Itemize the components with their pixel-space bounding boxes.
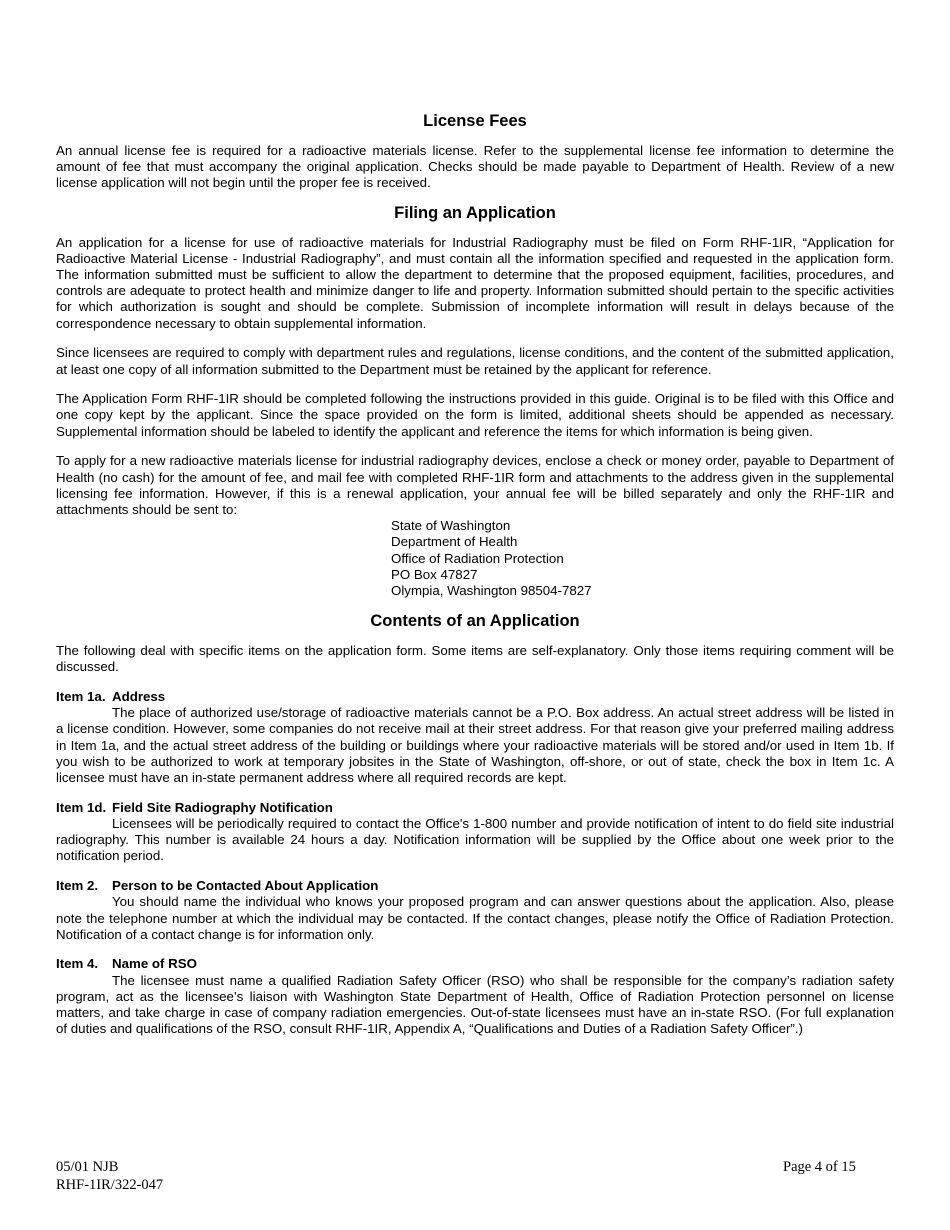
contents-application-heading: Contents of an Application <box>370 612 580 631</box>
item-body-1d: Licensees will be periodically required to contact the Office's 1-800 number and provide notification of intent to do field site industrial radiography. This number is available 24 hours a day. Notification information will be supplied by the Office about one week prior to the notification period. <box>56 816 894 864</box>
item-number: Item 2. <box>56 878 99 894</box>
item-heading-1d <box>56 800 894 816</box>
item-body-1a: The place of authorized use/storage of radioactive materials cannot be a P.O. Box address. An actual street address will be listed in a license condition. However, some companies do not receive mail at their street address. For that reason give your preferred mailing address in Item 1a, and the actual street address of the building or buildings where your radioactive materials will be stored and/or used in Item 1b. If you wish to be authorized to work at temporary jobsites in the State of Washington, off-shore, or out of state, check the box in Item 1c. A licensee must have an in-state permanent address where all required records are kept. <box>56 705 894 786</box>
item-title: Field Site Radiography Notification <box>112 799 333 815</box>
item-title: Name of RSO <box>112 956 197 972</box>
address-line: PO Box 47827 <box>391 566 478 582</box>
item-title: Person to be Contacted About Application <box>112 878 379 894</box>
license-fees-heading: License Fees <box>423 112 527 130</box>
address-line: Office of Radiation Protection <box>391 550 564 566</box>
item-heading-1a <box>56 689 894 705</box>
license-fees-paragraph: An annual license fee is required for a radioactive materials license. Refer to the supplemental license fee information to determine the amount of fee that must accompany the original application. Checks should be made payable to Department of Health. Review of a new license application will not begin until the proper fee is received. <box>56 143 894 191</box>
mailing-address-block <box>391 518 894 599</box>
address-line: Olympia, Washington 98504-7827 <box>391 582 592 598</box>
address-line: Department of Health <box>391 534 518 550</box>
item-heading-2 <box>56 878 894 894</box>
item-heading-4 <box>56 956 894 972</box>
address-line: State of Washington <box>391 518 511 534</box>
filing-paragraph-4: To apply for a new radioactive materials license for industrial radiography devices, enclose a check or money order, payable to Department of Health (no cash) for the amount of fee, and mail fee with completed RHF-1IR form and attachments to the address given in the supplemental licensing fee information. However, if this is a renewal application, your annual fee will be billed separately and only the RHF-1IR and attachments should be sent to: <box>56 453 894 517</box>
item-title: Address <box>112 689 166 705</box>
item-body-4: The licensee must name a qualified Radiation Safety Officer (RSO) who shall be responsible for the company’s radiation safety program, act as the licensee’s liaison with Washington State Department of Health, Office of Radiation Protection personnel on license matters, and take charge in case of company radiation emergencies. Out-of-state licensees must have an in-state RSO. (For full explanation of duties and qualifications of the RSO, consult RHF-1IR, Appendix A, “Qualifications and Duties of a Radiation Safety Officer”.) <box>56 972 894 1037</box>
footer-form-code: RHF-1IR/322-047 <box>56 1177 164 1193</box>
footer-left <box>56 1158 163 1194</box>
item-number: Item 1d. <box>56 799 107 815</box>
filing-application-heading: Filing an Application <box>394 203 556 222</box>
item-body-2: You should name the individual who knows your proposed program and can answer questions about the application. Also, please note the telephone number at which the individual may be contacted. If the contact changes, please notify the Office of Radiation Protection. Notification of a contact change is for information only. <box>56 894 894 942</box>
page-number: Page 4 of 15 <box>783 1159 856 1175</box>
filing-paragraph-2: Since licensees are required to comply with department rules and regulations, license conditions, and the content of the submitted application, at least one copy of all information submitted to the Department must be retained by the applicant for reference. <box>56 345 894 377</box>
item-number: Item 4. <box>56 956 99 972</box>
filing-paragraph-1: An application for a license for use of radioactive materials for Industrial Radiography must be filed on Form RHF-1IR, “Application for Radioactive Material License - Industrial Radiography”, and must contain all the information specified and requested in the application form. The information submitted must be sufficient to allow the department to determine that the proposed equipment, facilities, procedures, and controls are adequate to protect health and minimize danger to life and property. Information submitted should pertain to the specific activities for which authorization is sought and should be complete. Submission of incomplete information will result in delays because of the correspondence necessary to obtain supplemental information. <box>56 234 894 331</box>
item-number: Item 1a. <box>56 689 106 705</box>
document-body <box>56 111 894 1037</box>
contents-intro-paragraph: The following deal with specific items on the application form. Some items are self-explanatory. Only those items requiring comment will be discussed. <box>56 643 894 675</box>
filing-paragraph-3: The Application Form RHF-1IR should be completed following the instructions provided in this guide. Original is to be filed with this Office and one copy kept by the applicant. Since the space provided on the form is limited, additional sheets should be appended as necessary. Supplemental information should be labeled to identify the applicant and reference the items for which information is being given. <box>56 391 894 439</box>
footer-date-code: 05/01 NJB <box>56 1159 119 1175</box>
